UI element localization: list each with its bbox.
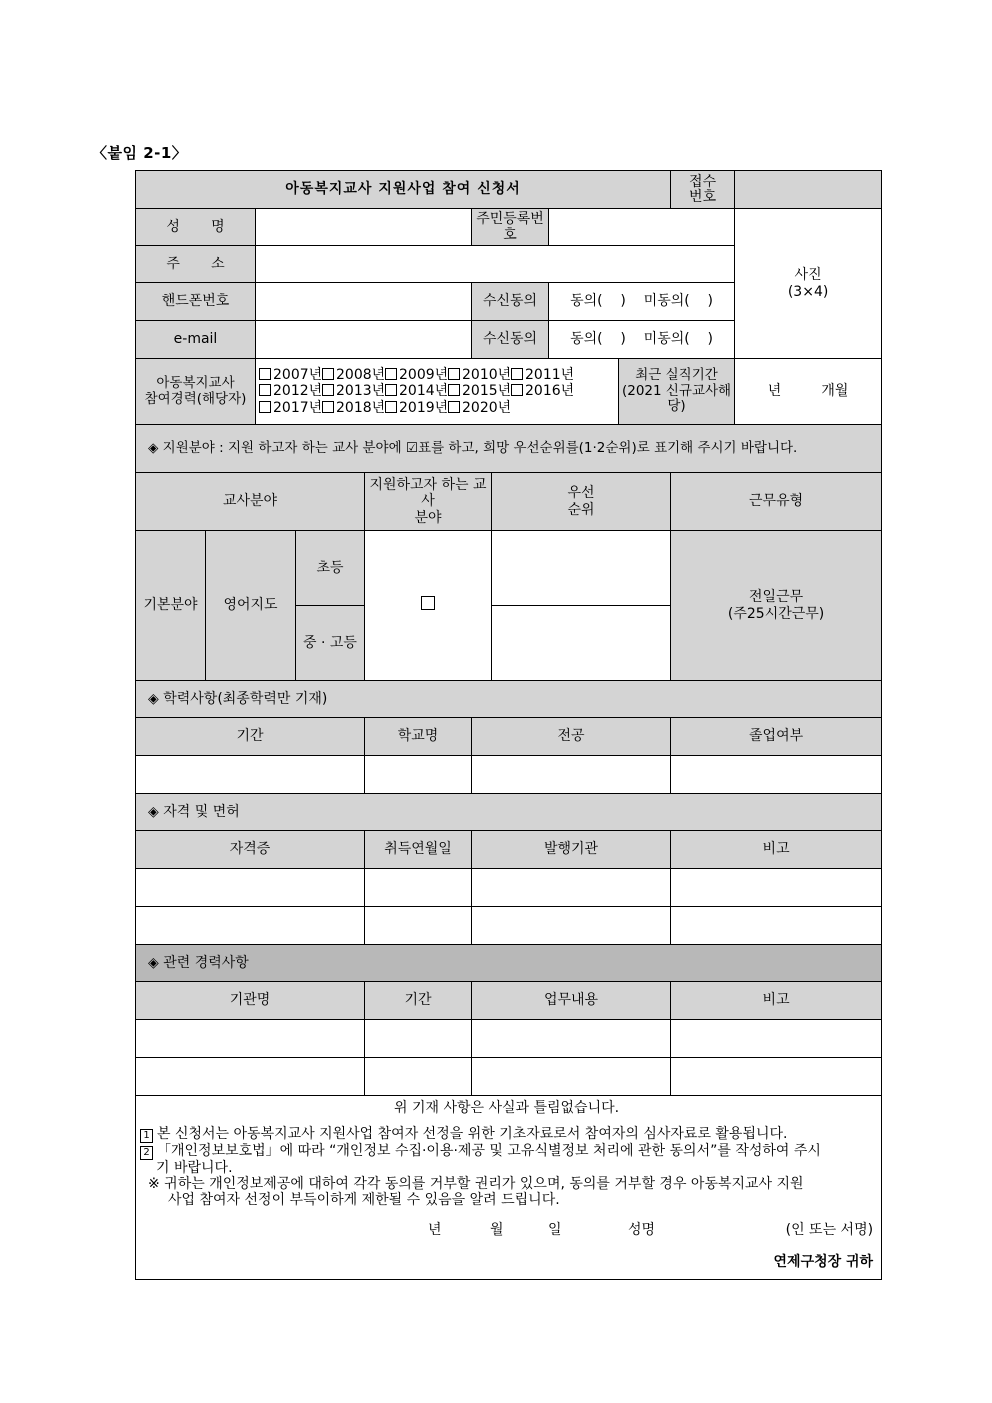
acquired-date-header: 취득연월일: [365, 831, 472, 869]
major-field[interactable]: [472, 756, 671, 794]
checkbox-icon[interactable]: [421, 596, 435, 610]
year-checkbox[interactable]: 2015년: [448, 383, 511, 399]
checkbox-icon: [322, 368, 334, 380]
education-period-field[interactable]: [136, 756, 365, 794]
support-section-title: ◈ 지원분야 : 지원 하고자 하는 교사 분야에 ☑표를 하고, 희망 우선순위를(1·2순위)로 표기해 주시기 바랍니다.: [136, 425, 882, 473]
note-2-continued: 기 바랍니다.: [156, 1160, 233, 1177]
checkbox-icon: [448, 368, 460, 380]
desired-field-checkbox-cell[interactable]: [365, 531, 492, 681]
career-label: 아동복지교사 참여경력(해당자): [136, 359, 256, 425]
year-checkbox[interactable]: 2008년: [322, 367, 385, 383]
acquired-date-field[interactable]: [365, 907, 472, 945]
checkbox-icon: [385, 384, 397, 396]
work-type-header: 근무유형: [671, 473, 882, 531]
experience-period-header: 기간: [365, 982, 472, 1020]
teacher-field-header: 교사분야: [136, 473, 365, 531]
institution-field[interactable]: [136, 1020, 365, 1058]
checkbox-icon: [385, 368, 397, 380]
day-label: 일: [548, 1222, 562, 1239]
major-header: 전공: [472, 718, 671, 756]
recent-unemployment-label: 최근 실직기간 (2021 신규교사해당): [619, 359, 735, 425]
year-checkbox[interactable]: 2011년: [511, 367, 574, 383]
checkbox-icon: [259, 368, 271, 380]
graduation-header: 졸업여부: [671, 718, 882, 756]
resident-id-label: 주민등록번호: [472, 209, 549, 246]
checkbox-icon: [322, 401, 334, 413]
experience-period-field[interactable]: [365, 1020, 472, 1058]
education-period-header: 기간: [136, 718, 365, 756]
elementary-label: 초등: [296, 531, 365, 606]
recipient: 연제구청장 귀하: [773, 1254, 874, 1271]
year-checkbox[interactable]: 2018년: [322, 400, 385, 416]
recent-unemployment-value[interactable]: 년 개월: [735, 359, 882, 425]
resident-id-field[interactable]: [549, 209, 735, 246]
english-guidance-label: 영어지도: [206, 531, 296, 681]
checkbox-icon: [511, 384, 523, 396]
year-checkbox[interactable]: 2017년: [259, 400, 322, 416]
institution-header: 기관명: [136, 982, 365, 1020]
note-1: 1 본 신청서는 아동복지교사 지원사업 참여자 선정을 위한 기초자료로서 참여자의 심사자료로 활용됩니다.: [140, 1126, 873, 1143]
school-name-header: 학교명: [365, 718, 472, 756]
year-checkbox[interactable]: 2016년: [511, 383, 574, 399]
year-checkbox[interactable]: 2010년: [448, 367, 511, 383]
signature-label: 성명: [628, 1222, 656, 1239]
issuer-field[interactable]: [472, 907, 671, 945]
year-checkbox[interactable]: 2014년: [385, 383, 448, 399]
issuer-header: 발행기관: [472, 831, 671, 869]
year-checkbox[interactable]: 2013년: [322, 383, 385, 399]
month-label: 월: [490, 1222, 504, 1239]
note-number: 1: [140, 1129, 153, 1143]
note-3-continued: 사업 참여자 선정이 부득이하게 제한될 수 있음을 알려 드립니다.: [168, 1192, 560, 1209]
certificate-header: 자격증: [136, 831, 365, 869]
declaration-block: [136, 1096, 882, 1280]
year-checkbox[interactable]: 2020년: [448, 400, 511, 416]
note-2: 2 「개인정보보호법」에 따라 “개인정보 수집·이용·제공 및 고유식별정보 처리에 관한 동의서”를 작성하여 주시: [140, 1143, 873, 1160]
photo-label: 사진: [794, 267, 822, 284]
certificate-field[interactable]: [136, 869, 365, 907]
checkbox-icon: [322, 384, 334, 396]
year-checkbox[interactable]: 2009년: [385, 367, 448, 383]
name-field[interactable]: [256, 209, 472, 246]
note-number: 2: [140, 1146, 153, 1160]
experience-period-field[interactable]: [365, 1058, 472, 1096]
photo-size: (3×4): [787, 283, 829, 300]
middle-high-label: 중 · 고등: [296, 606, 365, 681]
attachment-label: 〈붙임 2-1〉: [92, 144, 188, 162]
experience-note-field[interactable]: [671, 1058, 882, 1096]
checkbox-icon: [259, 384, 271, 396]
experience-note-field[interactable]: [671, 1020, 882, 1058]
year-checkbox[interactable]: 2012년: [259, 383, 322, 399]
application-form: [135, 170, 882, 1280]
checkbox-icon: [448, 401, 460, 413]
name-label: 성 명: [136, 209, 256, 246]
license-section-title: ◈ 자격 및 면허: [136, 794, 882, 831]
seal-label[interactable]: (인 또는 서명): [785, 1222, 874, 1239]
phone-label: 핸드폰번호: [136, 283, 256, 321]
duties-header: 업무내용: [472, 982, 671, 1020]
checkbox-icon: [511, 368, 523, 380]
experience-note-header: 비고: [671, 982, 882, 1020]
acquired-date-field[interactable]: [365, 869, 472, 907]
email-field[interactable]: [256, 321, 472, 359]
education-section-title: ◈ 학력사항(최종학력만 기재): [136, 681, 882, 718]
phone-consent-options[interactable]: 동의( ) 미동의( ): [549, 283, 735, 321]
address-field[interactable]: [256, 246, 735, 283]
receipt-number-value[interactable]: [735, 171, 882, 209]
year-checkbox[interactable]: 2007년: [259, 367, 322, 383]
duties-field[interactable]: [472, 1058, 671, 1096]
priority-elementary-field[interactable]: [492, 531, 671, 606]
school-name-field[interactable]: [365, 756, 472, 794]
priority-middle-high-field[interactable]: [492, 606, 671, 681]
note-3: ※ 귀하는 개인정보제공에 대하여 각각 동의를 거부할 권리가 있으며, 동의를 거부할 경우 아동복지교사 지원: [148, 1176, 804, 1193]
graduation-field[interactable]: [671, 756, 882, 794]
license-note-field[interactable]: [671, 907, 882, 945]
email-consent-label: 수신동의: [472, 321, 549, 359]
declaration-statement: 위 기재 사항은 사실과 틀림없습니다.: [393, 1100, 620, 1116]
license-note-field[interactable]: [671, 869, 882, 907]
issuer-field[interactable]: [472, 869, 671, 907]
certificate-field[interactable]: [136, 907, 365, 945]
phone-consent-label: 수신동의: [472, 283, 549, 321]
work-type-value: 전일근무 (주25시간근무): [671, 531, 882, 681]
experience-section-title: ◈ 관련 경력사항: [136, 945, 882, 982]
checkbox-icon: [259, 401, 271, 413]
institution-field[interactable]: [136, 1058, 365, 1096]
year-checkbox[interactable]: 2019년: [385, 400, 448, 416]
date-signature-line: [140, 1222, 873, 1242]
priority-header: 우선 순위: [492, 473, 671, 531]
photo-box: [735, 209, 882, 359]
email-label: e-mail: [136, 321, 256, 359]
duties-field[interactable]: [472, 1020, 671, 1058]
license-note-header: 비고: [671, 831, 882, 869]
email-consent-options[interactable]: 동의( ) 미동의( ): [549, 321, 735, 359]
desired-field-header: 지원하고자 하는 교사 분야: [365, 473, 492, 531]
checkbox-icon: [448, 384, 460, 396]
phone-field[interactable]: [256, 283, 472, 321]
receipt-number-label: 접수 번호: [671, 171, 735, 209]
checked-box-icon: ☑: [405, 439, 419, 456]
address-label: 주 소: [136, 246, 256, 283]
year-label: 년: [428, 1222, 442, 1239]
basic-field-label: 기본분야: [136, 531, 206, 681]
career-years: [256, 359, 619, 425]
checkbox-icon: [385, 401, 397, 413]
form-title: 아동복지교사 지원사업 참여 신청서: [136, 171, 671, 209]
